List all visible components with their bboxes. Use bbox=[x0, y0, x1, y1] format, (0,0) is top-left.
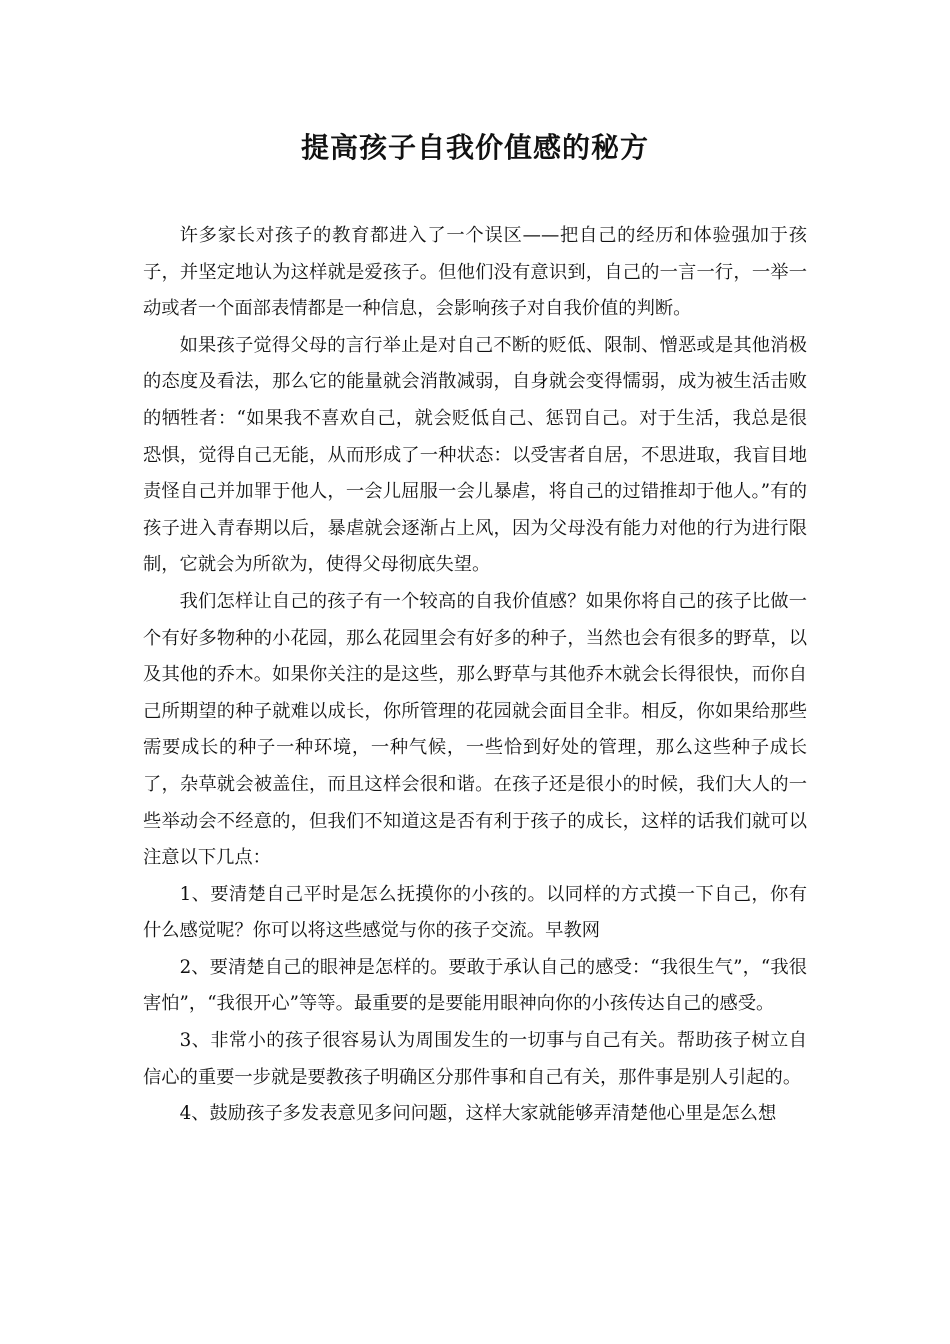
paragraph: 我们怎样让自己的孩子有一个较高的自我价值感？如果你将自己的孩子比做一个有好多物种的小花园，那么花园里会有好多的种子，当然也会有很多的野草，以及其他的乔木。如果你关注的是这些，那么野草与其他乔木就会长得很快，而你自己所期望的种子就难以成长，你所管理的花园就会面目全非。相反，你如果给那些需要成长的种子一种环境，一种气候，一些恰到好处的管理，那么这些种子成长了，杂草就会被盖住，而且这样会很和谐。在孩子还是很小的时候，我们大人的一些举动会不经意的，但我们不知道这是否有利于孩子的成长，这样的话我们就可以注意以下几点： bbox=[143, 590, 807, 869]
list-item: 1、要清楚自己平时是怎么抚摸你的小孩的。以同样的方式摸一下自己，你有什么感觉呢？你可以将这些感觉与你的孩子交流。早教网 bbox=[143, 883, 807, 942]
list-item: 4、鼓励孩子多发表意见多问问题，这样大家就能够弄清楚他心里是怎么想 bbox=[179, 1103, 777, 1125]
document-body bbox=[143, 218, 807, 1133]
paragraph: 许多家长对孩子的教育都进入了一个误区——把自己的经历和体验强加于孩子，并坚定地认为这样就是爱孩子。但他们没有意识到，自己的一言一行，一举一动或者一个面部表情都是一种信息，会影响孩子对自我价值的判断。 bbox=[143, 225, 807, 320]
list-item: 2、要清楚自己的眼神是怎样的。要敢于承认自己的感受：“我很生气”，“我很害怕”，“我很开心”等等。最重要的是要能用眼神向你的小孩传达自己的感受。 bbox=[143, 956, 807, 1015]
list-item: 3、非常小的孩子很容易认为周围发生的一切事与自己有关。帮助孩子树立自信心的重要一步就是要教孩子明确区分那件事和自己有关，那件事是别人引起的。 bbox=[143, 1030, 807, 1088]
paragraph: 如果孩子觉得父母的言行举止是对自己不断的贬低、限制、憎恶或是其他消极的态度及看法，那么它的能量就会消散减弱，自身就会变得懦弱，成为被生活击败的牺牲者：“如果我不喜欢自己，就会贬低自己、惩罚自己。对于生活，我总是很恐惧，觉得自己无能，从而形成了一种状态：以受害者自居，不思进取，我盲目地责怪自己并加罪于他人，一会儿屈服一会儿暴虐，将自己的过错推却于他人。”有的孩子进入青春期以后，暴虐就会逐渐占上风，因为父母没有能力对他的行为进行限制，它就会为所欲为，使得父母彻底失望。 bbox=[143, 334, 807, 576]
document-title: 提高孩子自我价值感的秘方 bbox=[300, 131, 649, 164]
